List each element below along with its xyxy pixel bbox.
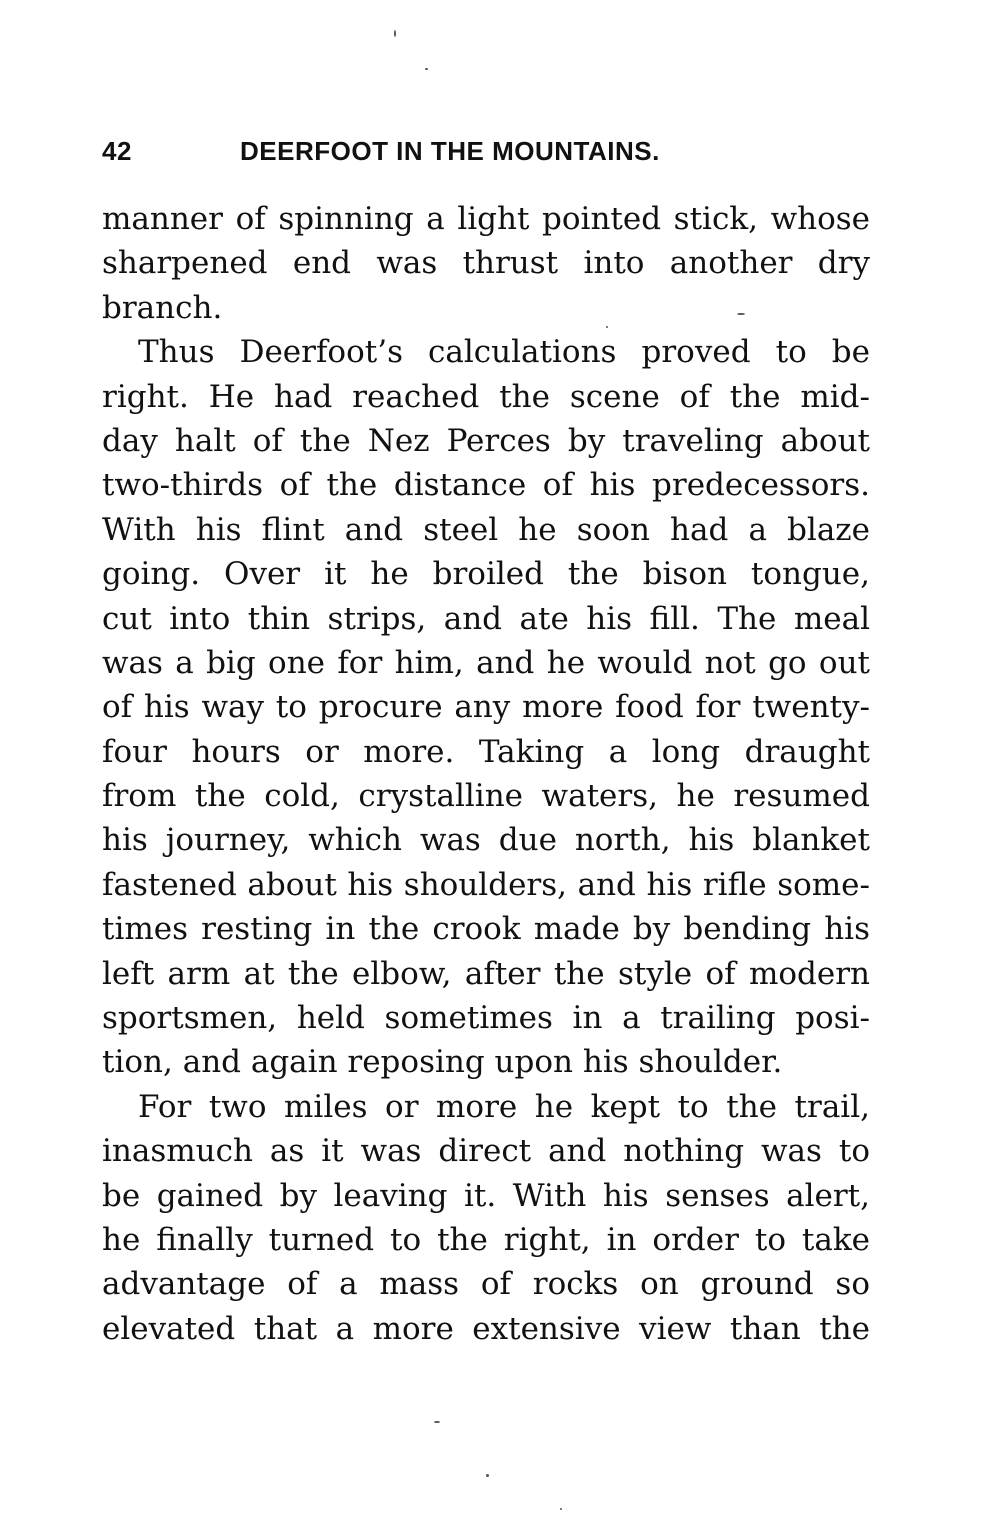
text-line: advantage of a mass of rocks on ground so <box>102 1266 870 1303</box>
text-line: With his flint and steel he soon had a blaze <box>102 511 870 548</box>
page-number: 42 <box>102 136 132 166</box>
text-line: sportsmen, held sometimes in a trailing posi- <box>102 1000 870 1037</box>
text-line: sharpened end was thrust into another dry <box>102 245 870 282</box>
text-line: times resting in the crook made by bending his <box>102 911 870 948</box>
text-line: fastened about his shoulders, and his rifle some- <box>102 866 870 903</box>
text-line: cut into thin strips, and ate his fill. The meal <box>102 600 870 637</box>
text-line: tion, and again reposing upon his shoulder. <box>102 1044 783 1081</box>
text-line: branch. <box>102 289 223 326</box>
scan-speck <box>606 326 608 328</box>
text-line: Thus Deerfoot’s calculations proved to be <box>138 334 870 371</box>
scan-speck <box>434 1421 440 1423</box>
scan-speck <box>737 313 745 315</box>
text-line: two-thirds of the distance of his predecessors. <box>102 467 870 504</box>
text-line: right. He had reached the scene of the mid- <box>102 378 870 415</box>
text-line: was a big one for him, and he would not go out <box>102 644 870 681</box>
text-line: four hours or more. Taking a long draught <box>102 733 870 770</box>
text-line: elevated that a more extensive view than the <box>102 1310 870 1347</box>
scan-speck <box>560 1508 562 1510</box>
text-line: be gained by leaving it. With his senses alert, <box>102 1177 870 1214</box>
text-line: he finally turned to the right, in order to take <box>102 1221 870 1258</box>
text-line: left arm at the elbow, after the style of modern <box>102 955 870 992</box>
text-line: from the cold, crystalline waters, he resumed <box>102 778 870 815</box>
text-line: For two miles or more he kept to the trail, <box>138 1088 870 1125</box>
scan-speck <box>486 1474 489 1477</box>
running-title: DEERFOOT IN THE MOUNTAINS. <box>240 136 660 166</box>
scan-speck <box>394 30 396 37</box>
body-text <box>102 197 870 1351</box>
text-line: inasmuch as it was direct and nothing was to <box>102 1133 870 1170</box>
text-line: going. Over it he broiled the bison tongue, <box>102 556 870 593</box>
scan-speck <box>425 68 428 70</box>
text-line: his journey, which was due north, his blanket <box>102 822 870 859</box>
text-line: day halt of the Nez Perces by traveling about <box>102 422 870 459</box>
running-head <box>102 136 872 172</box>
text-line: manner of spinning a light pointed stick, whose <box>102 201 870 237</box>
text-line: of his way to procure any more food for twenty- <box>102 689 870 726</box>
